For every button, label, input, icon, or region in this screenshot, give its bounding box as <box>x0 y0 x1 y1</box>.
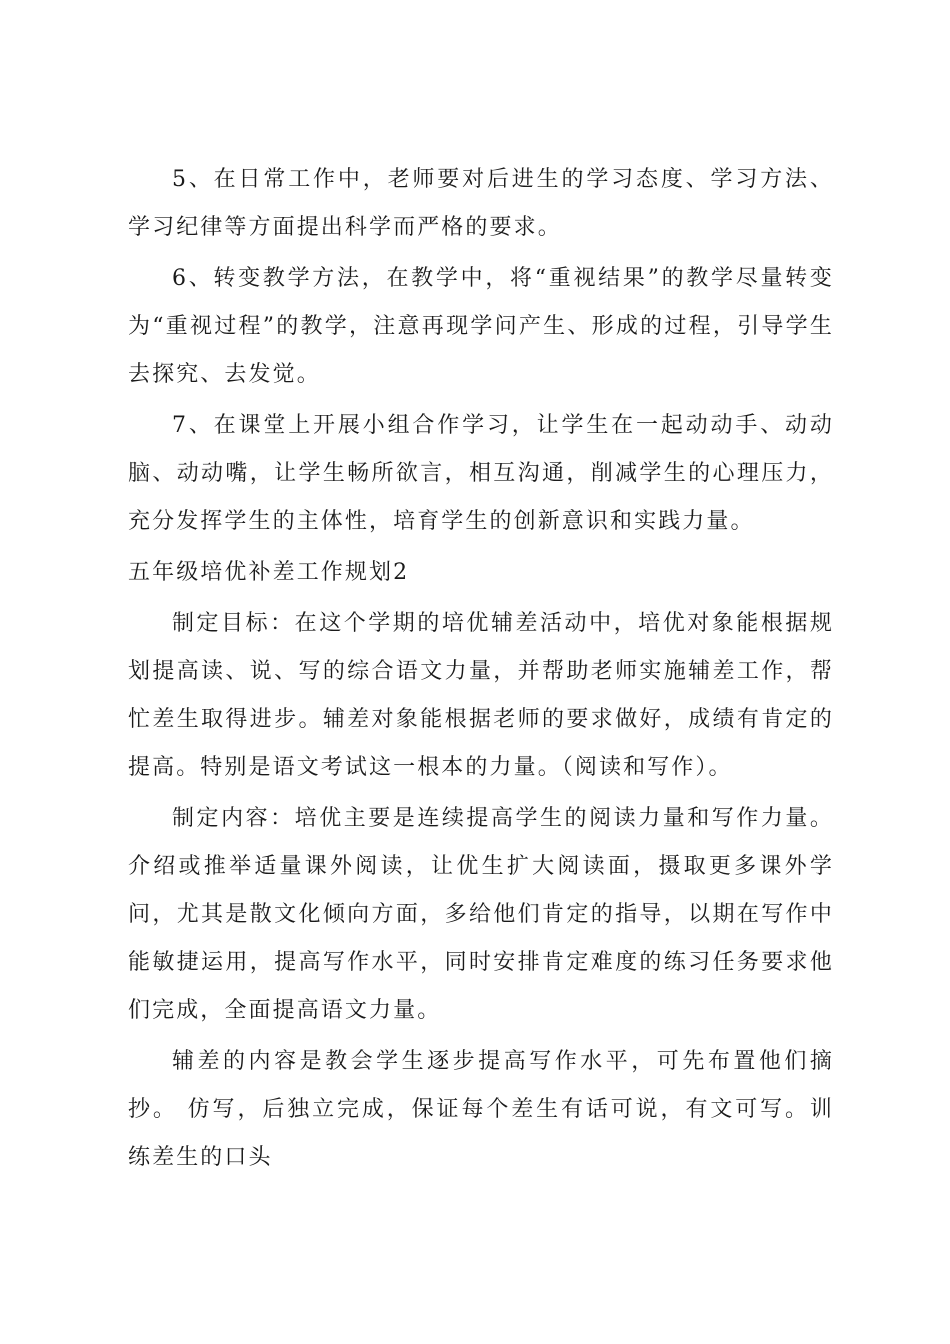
paragraph-item-5: 5、在日常工作中，老师要对后进生的学习态度、学习方法、学习纪律等方面提出科学而严格的要求。 <box>128 167 834 240</box>
paragraph-goal: 制定目标：在这个学期的培优辅差活动中，培优对象能根据规划提高读、说、写的综合语文力量，并帮助老师实施辅差工作，帮忙差生取得进步。辅差对象能根据老师的要求做好，成绩有肯定的提高。特别是语文考试这一根本的力量。（阅读和写作）。 <box>128 611 834 780</box>
paragraph-remedial: 辅差的内容是教会学生逐步提高写作水平，可先布置他们摘抄。 仿写，后独立完成，保证每个差生有话可说，有文可写。训练差生的口头 <box>128 1049 834 1170</box>
paragraph-content: 制定内容：培优主要是连续提高学生的阅读力量和写作力量。介绍或推举适量课外阅读，让优生扩大阅读面，摄取更多课外学问，尤其是散文化倾向方面，多给他们肯定的指导，以期在写作中能敏捷运用，提高写作水平，同时安排肯定难度的练习任务要求他们完成，全面提高语文力量。 <box>128 806 834 1023</box>
document-body <box>128 156 834 1185</box>
section-heading: 五年级培优补差工作规划2 <box>128 560 410 585</box>
paragraph-item-6: 6、转变教学方法，在教学中，将“重视结果”的教学尽量转变为“重视过程”的教学，注意再现学问产生、形成的过程，引导学生去探究、去发觉。 <box>128 266 834 387</box>
paragraph-item-7: 7、在课堂上开展小组合作学习，让学生在一起动动手、动动脑、动动嘴，让学生畅所欲言，相互沟通，削减学生的心理压力，充分发挥学生的主体性，培育学生的创新意识和实践力量。 <box>128 413 834 534</box>
